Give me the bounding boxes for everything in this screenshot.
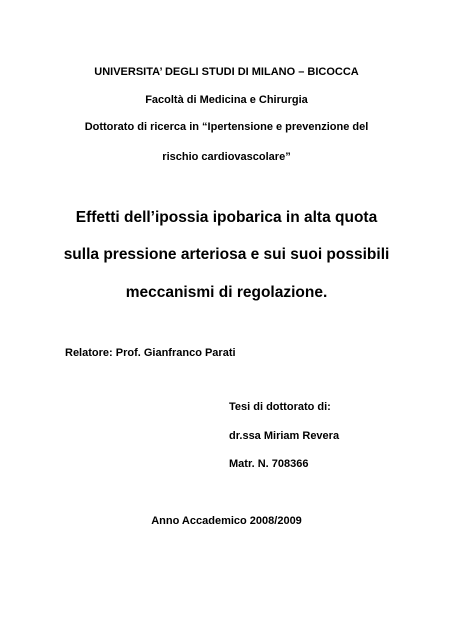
matriculation-number: Matr. N. 708366 xyxy=(229,458,309,470)
thesis-title-line-2: sulla pressione arteriosa e sui suoi possibili xyxy=(63,246,390,263)
faculty-name: Facoltà di Medicina e Chirurgia xyxy=(145,94,308,106)
university-name: UNIVERSITA’ DEGLI STUDI DI MILANO – BICOCCA xyxy=(94,66,359,78)
candidate-name: dr.ssa Miriam Revera xyxy=(229,430,340,442)
doctorate-program-line-2: rischio cardiovascolare” xyxy=(162,151,291,163)
doctorate-program-line-1: Dottorato di ricerca in “Ipertensione e prevenzione del xyxy=(84,121,369,133)
candidate-label: Tesi di dottorato di: xyxy=(229,401,331,413)
academic-year: Anno Accademico 2008/2009 xyxy=(151,515,302,527)
thesis-title-line-3: meccanismi di regolazione. xyxy=(125,284,328,301)
thesis-title-line-1: Effetti dell’ipossia ipobarica in alta quota xyxy=(75,209,378,226)
supervisor: Relatore: Prof. Gianfranco Parati xyxy=(65,347,236,359)
